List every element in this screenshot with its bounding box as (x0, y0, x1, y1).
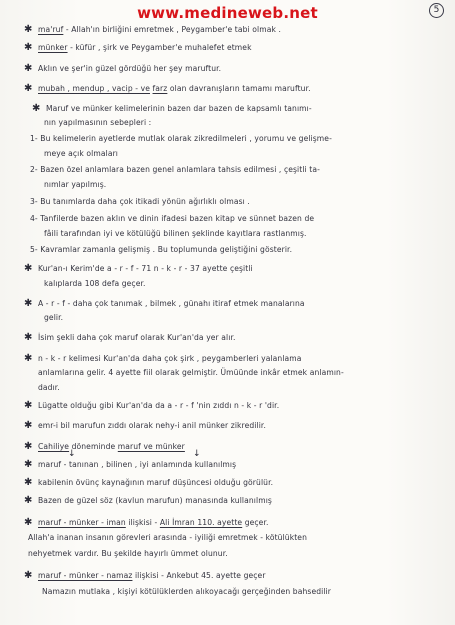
note-line-21 (38, 368, 447, 377)
bullet-star-icon: ✱ (24, 63, 33, 74)
note-line-6 (44, 118, 447, 127)
bullet-star-icon: ✱ (24, 298, 33, 309)
arrow-down-icon: ↓ (193, 449, 201, 459)
note-text: emr-i bil marufun zıddı olarak nehy-i anil münker zikredilir. (38, 421, 266, 430)
note-line-31 (28, 549, 447, 558)
ayet-reference: Ali İmran 110. ayette (159, 518, 243, 527)
note-line-8 (44, 149, 447, 158)
note-text: ilişkisi - Ankebut 45. ayette geçer (134, 571, 266, 580)
note-text: 3- Bu tanımlarda daha çok itikadi yönün ağırlıklı olması . (30, 197, 250, 206)
note-line-12 (30, 214, 447, 223)
note-line-4 (24, 83, 447, 94)
bullet-star-icon: ✱ (24, 495, 33, 506)
note-text: Lügatte olduğu gibi Kur'an'da da a - r - f 'nin zıddı n - k - r 'dir. (38, 401, 280, 410)
bullet-star-icon: ✱ (24, 263, 33, 274)
note-text: - küfür , şirk ve Peygamber'e muhalefet etmek (70, 43, 252, 52)
note-line-14 (30, 245, 447, 254)
note-line-7 (30, 134, 447, 143)
bullet-star-icon: ✱ (24, 420, 33, 431)
note-line-27 (24, 477, 447, 488)
note-line-18 (44, 313, 447, 322)
note-line-11 (30, 197, 447, 206)
bullet-star-icon: ✱ (24, 441, 33, 452)
note-line-30 (28, 533, 447, 542)
arrow-down-icon: ↓ (68, 449, 76, 459)
note-text: anlamlarına gelir. 4 ayette fiil olarak gelmiştir. Ümüünde inkâr etmek anlamın- (38, 368, 344, 377)
bullet-star-icon: ✱ (24, 332, 33, 343)
note-line-13 (44, 229, 447, 238)
note-line-1 (24, 24, 447, 35)
note-text: kabilenin övünç kaynağının maruf düşüncesi olduğu görülür. (38, 478, 274, 487)
note-line-9 (30, 165, 447, 174)
term-maruf-munker-iman: maruf - münker - iman (38, 518, 126, 527)
note-text: - Allah'ın birliğini emretmek , Peygamber'e tabi olmak . (65, 25, 281, 34)
note-text: mubah , mendup , vacip - ve (38, 84, 151, 93)
bullet-star-icon: ✱ (24, 24, 33, 35)
note-line-3 (24, 63, 447, 74)
note-text: döneminde (71, 442, 116, 451)
bullet-star-icon: ✱ (32, 103, 41, 114)
note-text: A - r - f - daha çok tanımak , bilmek , günahı itiraf etmek manalarına (38, 299, 305, 308)
note-text: Bazen de güzel söz (kavlun marufun) manasında kullanılmış (38, 496, 272, 505)
term-farz: farz (152, 84, 168, 93)
note-text: geçer. (244, 518, 269, 527)
note-line-17 (24, 298, 447, 309)
bullet-star-icon: ✱ (24, 353, 33, 364)
note-line-5 (24, 103, 447, 114)
note-line-24 (24, 420, 447, 431)
note-line-33 (42, 587, 447, 596)
note-line-16 (44, 279, 447, 288)
bullet-star-icon: ✱ (24, 83, 33, 94)
bullet-star-icon: ✱ (24, 459, 33, 470)
term-munker: münker (38, 43, 68, 52)
note-text: ilişkisi - (128, 518, 158, 527)
bullet-star-icon: ✱ (24, 477, 33, 488)
note-text: 4- Tanfilerde bazen aklın ve dinin ifadesi bazen kitap ve sünnet bazen de (30, 214, 315, 223)
note-text: Aklın ve şer'in güzel gördüğü her şey maruftur. (38, 64, 222, 73)
note-text: fâili tarafından iyi ve kötülüğü bilinen şeklinde kayıtlara rastlanmış. (44, 229, 307, 238)
bullet-star-icon: ✱ (24, 400, 33, 411)
note-line-32 (24, 570, 447, 581)
site-url[interactable]: www.medineweb.net (137, 4, 318, 22)
note-text: meye açık olmaları (44, 149, 118, 158)
term-cahiliye: Cahiliye (38, 442, 70, 451)
note-text: 5- Kavramlar zamanla gelişmiş . Bu toplumunda geliştiğini gösterir. (30, 245, 293, 254)
note-line-20 (24, 353, 447, 364)
bullet-star-icon: ✱ (24, 517, 33, 528)
bullet-star-icon: ✱ (24, 570, 33, 581)
note-text: Maruf ve münker kelimelerinin bazen dar bazen de kapsamlı tanımı- (46, 104, 312, 113)
note-line-29 (24, 517, 447, 528)
term-maruf-munker: maruf ve münker (117, 442, 185, 451)
note-line-28 (24, 495, 447, 506)
note-text: nehyetmek vardır. Bu şekilde hayırlı ümmet olunur. (28, 549, 228, 558)
note-line-2 (24, 42, 447, 53)
note-line-25 (24, 441, 447, 452)
note-text: dadır. (38, 383, 60, 392)
note-line-26 (24, 459, 447, 470)
term-maruf: ma'ruf (38, 25, 64, 34)
note-text: Allah'a inanan insanın görevleri arasında - iyiliği emretmek - kötülükten (28, 533, 307, 542)
note-text: Kur'an-ı Kerim'de a - r - f - 71 n - k - r - 37 ayette çeşitli (38, 264, 253, 273)
note-text: Namazın mutlaka , kişiyi kötülüklerden alıkoyacağı gerçeğinden bahsedilir (42, 587, 331, 596)
note-line-23 (24, 400, 447, 411)
note-line-15 (24, 263, 447, 274)
note-text: olan davranışların tamamı maruftur. (169, 84, 311, 93)
note-text: n - k - r kelimesi Kur'an'da daha çok şirk , peygamberleri yalanlama (38, 354, 302, 363)
note-text: maruf - tanınan , bilinen , iyi anlamında kullanılmış (38, 460, 237, 469)
note-text: nın yapılmasının sebepleri : (44, 118, 152, 127)
note-line-19 (24, 332, 447, 343)
note-text: gelir. (44, 313, 64, 322)
page-number: 5 (429, 3, 444, 18)
note-text: nımlar yapılmış. (44, 180, 107, 189)
note-text: kalıplarda 108 defa geçer. (44, 279, 146, 288)
note-text: 2- Bazen özel anlamlara bazen genel anlamlara tahsis edilmesi , çeşitli ta- (30, 165, 320, 174)
note-line-22 (38, 383, 447, 392)
term-maruf-munker-namaz: maruf - münker - namaz (38, 571, 133, 580)
note-text: 1- Bu kelimelerin ayetlerde mutlak olarak zikredilmeleri , yorumu ve gelişme- (30, 134, 332, 143)
bullet-star-icon: ✱ (24, 42, 33, 53)
note-line-10 (44, 180, 447, 189)
note-text: İsim şekli daha çok maruf olarak Kur'an'da yer alır. (38, 333, 236, 342)
